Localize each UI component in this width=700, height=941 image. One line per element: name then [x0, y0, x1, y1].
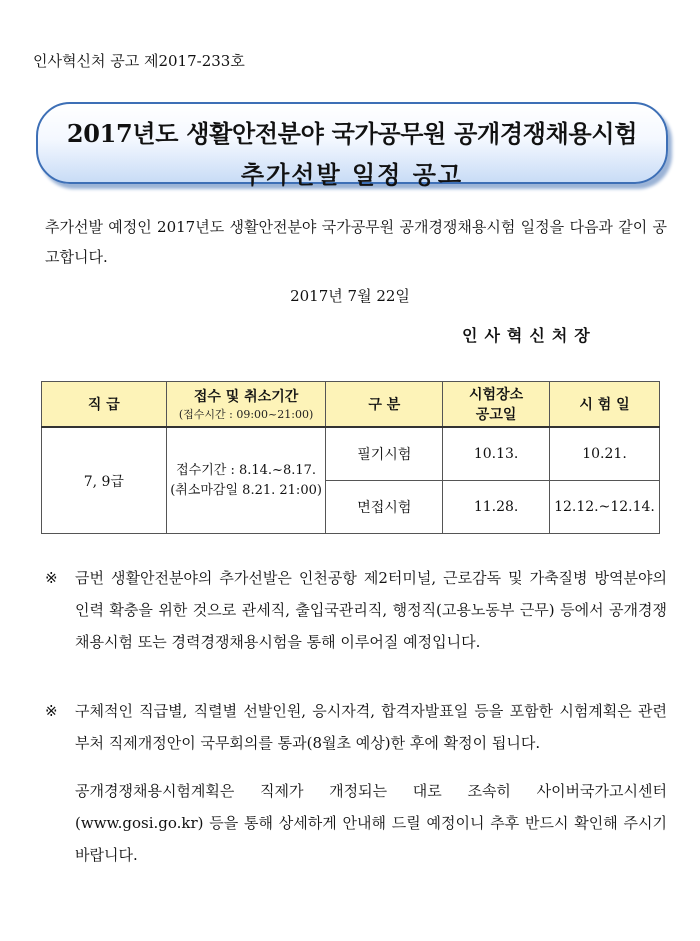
- note-3: [45, 775, 667, 871]
- header-venue-notice: 시험장소 공고일: [443, 382, 550, 428]
- header-category: 구 분: [326, 382, 443, 428]
- header-period-main: 접수 및 취소기간: [193, 389, 299, 405]
- venue-notice-cell: 10.13.: [443, 427, 550, 481]
- notice-date: 2017년 7월 22일: [290, 287, 410, 305]
- table-header-row: [42, 382, 660, 428]
- intro-paragraph: 추가선발 예정인 2017년도 생활안전분야 국가공무원 공개경쟁채용시험 일정을 다음과 같이 공고합니다.: [45, 218, 667, 266]
- title-banner: [36, 102, 668, 189]
- period-line-2: (취소마감일 8.21. 21:00): [170, 482, 322, 498]
- header-grade: 직 급: [42, 382, 167, 428]
- venue-notice-cell: 11.28.: [443, 481, 550, 534]
- exam-date-cell: 12.12.~12.14.: [550, 481, 660, 534]
- schedule-table: [41, 381, 660, 534]
- title-line-2: 추가선발 일정 공고: [240, 160, 464, 189]
- note-2-text: 구체적인 직급별, 직렬별 선발인원, 응시자격, 합격자발표일 등을 포함한 시험계획은 관련 부처 직제개정안이 국무회의를 통과(8월초 예상)한 후에 확정이 됩니다.: [75, 702, 667, 752]
- header-exam-date: 시 험 일: [550, 382, 660, 428]
- title-line-1: 2017년도 생활안전분야 국가공무원 공개경쟁채용시험: [66, 119, 638, 148]
- notice-number: 인사혁신처 공고 제2017-233호: [33, 52, 245, 70]
- category-cell: 필기시험: [326, 427, 443, 481]
- period-line-1: 접수기간 : 8.14.~8.17.: [176, 462, 317, 478]
- note-1-text: 금번 생활안전분야의 추가선발은 인천공항 제2터미널, 근로감독 및 가축질병 방역분야의 인력 확충을 위한 것으로 관세직, 출입국관리직, 행정직(고용노동부 근무) 등에서 공개경쟁채용시험 또는 경력경쟁채용시험을 통해 이루어질 예정입니다.: [75, 569, 667, 651]
- header-period-sub: (접수시간 : 09:00~21:00): [178, 408, 314, 421]
- category-cell: 면접시험: [326, 481, 443, 534]
- exam-date-cell: 10.21.: [550, 427, 660, 481]
- note-1: [45, 562, 667, 658]
- grade-cell: 7, 9급: [42, 427, 167, 534]
- issuer-signature: 인사혁신처장: [462, 326, 597, 345]
- header-period: [166, 382, 326, 428]
- note-mark: ※: [45, 569, 58, 587]
- note-3-text: 공개경쟁채용시험계획은 직제가 개정되는 대로 조속히 사이버국가고시센터(www.gosi.go.kr) 등을 통해 상세하게 안내해 드릴 예정이니 추후 반드시 확인해 주시기 바랍니다.: [75, 782, 667, 864]
- note-mark: ※: [45, 702, 58, 720]
- period-cell: [166, 427, 326, 534]
- note-2: [45, 695, 667, 759]
- table-row: [42, 427, 660, 481]
